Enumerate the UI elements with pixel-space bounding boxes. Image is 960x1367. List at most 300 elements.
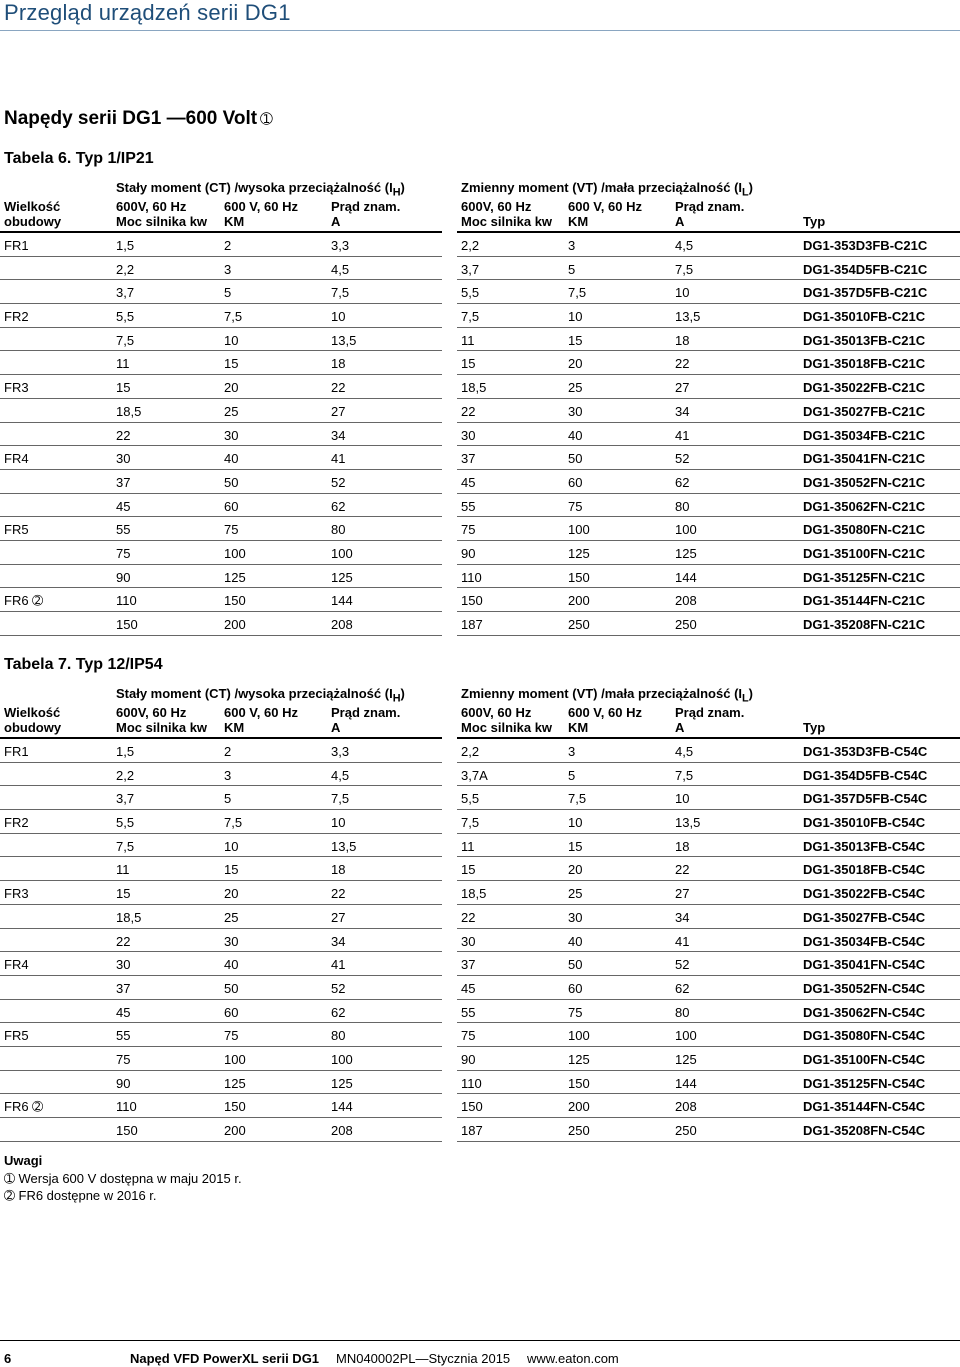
power-hp-header <box>224 705 298 735</box>
table-row <box>0 494 960 518</box>
type-code-cell: DG1-35018FB-C54C <box>803 862 926 878</box>
note-item: ➁ FR6 dostępne w 2016 r. <box>4 1188 157 1203</box>
vt-power-kw-cell: 5,5 <box>461 791 480 807</box>
type-code-cell: DG1-35052FN-C54C <box>803 980 926 996</box>
type-code-cell: DG1-35022FB-C21C <box>803 380 926 396</box>
ct-power-kw-cell: 37 <box>116 474 131 490</box>
vt-power-hp-cell: 5 <box>568 261 576 277</box>
vt-current-cell: 144 <box>675 569 697 585</box>
ct-current-cell: 62 <box>331 498 346 514</box>
power-kw-header <box>116 705 207 735</box>
ct-current-cell: 10 <box>331 815 346 831</box>
ct-group-subscript: H <box>392 692 401 705</box>
vt-current-cell: 52 <box>675 451 690 467</box>
vt-current-cell: 13,5 <box>675 815 701 831</box>
type-code-cell: DG1-35062FN-C21C <box>803 498 926 514</box>
table-row <box>0 257 960 281</box>
table-row <box>0 351 960 375</box>
vt-group-subscript: L <box>742 186 749 199</box>
type-code-cell: DG1-354D5FB-C21C <box>803 261 928 277</box>
power-kw-header-line2: Moc silnika kw <box>116 720 208 735</box>
ct-power-hp-cell: 125 <box>224 569 246 585</box>
current-header-line2: A <box>675 214 685 229</box>
ct-power-kw-cell: 3,7 <box>116 285 135 301</box>
table-row <box>0 786 960 810</box>
ct-power-kw-cell: 75 <box>116 545 131 561</box>
vt-power-kw-cell: 55 <box>461 1004 476 1020</box>
ct-group-header: Stały moment (CT) /wysoka przeciążalność $(I_H)$ <box>116 180 405 199</box>
vt-group-label: Zmienny moment (VT) /mała przeciążalność (I <box>461 686 743 701</box>
vt-group-header: Zmienny moment (VT) /mała przeciążalność $(I_L)$ <box>461 686 753 705</box>
vt-power-kw-cell: 11 <box>461 332 475 348</box>
section-heading-note-marker: ➀ <box>260 111 273 128</box>
vt-power-kw-cell: 5,5 <box>461 285 480 301</box>
type-code-cell: DG1-35018FB-C21C <box>803 356 926 372</box>
ct-current-cell: 208 <box>331 617 353 632</box>
vt-current-cell: 250 <box>675 1123 697 1138</box>
vt-current-cell: 80 <box>675 1004 690 1020</box>
ct-power-kw-cell: 5,5 <box>116 309 135 325</box>
ct-current-cell: 10 <box>331 309 346 325</box>
table-body <box>0 233 960 636</box>
type-code-cell: DG1-35052FN-C21C <box>803 474 926 490</box>
ct-current-cell: 13,5 <box>331 332 357 348</box>
vt-current-cell: 27 <box>675 380 690 396</box>
ct-current-cell: 22 <box>331 886 346 902</box>
type-code-cell: DG1-35100FN-C21C <box>803 545 926 561</box>
ct-current-cell: 100 <box>331 545 353 561</box>
ct-power-kw-cell: 2,2 <box>116 767 135 783</box>
power-kw-header-line1: 600V, 60 Hz <box>116 199 187 214</box>
vt-power-kw-cell: 110 <box>461 1075 482 1091</box>
vt-current-cell: 7,5 <box>675 261 694 277</box>
table-row <box>0 1094 960 1118</box>
vt-current-cell: 27 <box>675 886 690 902</box>
ct-current-cell: 80 <box>331 1028 346 1044</box>
vt-current-cell: 80 <box>675 498 690 514</box>
type-header <box>803 720 825 735</box>
type-code-cell: DG1-35125FN-C54C <box>803 1075 926 1091</box>
ct-power-hp-cell: 60 <box>224 1004 239 1020</box>
ct-power-hp-cell: 125 <box>224 1075 246 1091</box>
vt-group-subscript: L <box>742 692 749 705</box>
table-row <box>0 834 960 858</box>
table-row <box>0 399 960 423</box>
ct-current-cell: 41 <box>331 957 346 973</box>
vt-power-hp-cell: 125 <box>568 545 590 561</box>
ct-power-hp-cell: 15 <box>224 356 239 372</box>
table-row <box>0 517 960 541</box>
vt-power-kw-cell: 15 <box>461 862 476 878</box>
current-header-line1: Prąd znam. <box>675 199 745 214</box>
table-body <box>0 739 960 1142</box>
vt-power-kw-cell: 30 <box>461 933 476 949</box>
frame-header-line2: obudowy <box>4 214 62 229</box>
table-row <box>0 763 960 787</box>
vt-power-hp-cell: 50 <box>568 451 583 467</box>
vt-current-cell: 250 <box>675 617 697 632</box>
vt-power-kw-cell: 187 <box>461 617 483 632</box>
vt-current-cell: 125 <box>675 545 697 561</box>
type-code-cell: DG1-35010FB-C54C <box>803 815 926 831</box>
vt-power-hp-cell: 5 <box>568 767 576 783</box>
table-caption: Tabela 6. Typ 1/IP21 <box>4 150 154 167</box>
vt-power-hp-cell: 50 <box>568 957 583 973</box>
type-header <box>803 214 825 229</box>
ct-current-cell: 4,5 <box>331 261 350 277</box>
vt-power-hp-cell: 100 <box>568 1028 590 1044</box>
vt-current-cell: 208 <box>675 1099 697 1115</box>
frame-size-cell: FR4 <box>4 451 29 467</box>
power-hp-header <box>568 199 642 229</box>
ct-power-hp-cell: 5 <box>224 791 232 807</box>
note-item: ➀ Wersja 600 V dostępna w maju 2015 r. <box>4 1171 242 1186</box>
ct-power-kw-cell: 3,7 <box>116 791 135 807</box>
vt-power-hp-cell: 250 <box>568 617 590 632</box>
vt-power-hp-cell: 125 <box>568 1051 590 1067</box>
vt-current-cell: 62 <box>675 980 690 996</box>
table-row <box>0 1047 960 1071</box>
type-code-cell: DG1-35208FN-C54C <box>803 1123 926 1138</box>
vt-power-hp-cell: 30 <box>568 403 583 419</box>
vt-power-hp-cell: 15 <box>568 838 583 854</box>
type-code-cell: DG1-35080FN-C54C <box>803 1028 926 1044</box>
table-row <box>0 470 960 494</box>
vt-current-cell: 100 <box>675 522 697 538</box>
type-code-cell: DG1-35022FB-C54C <box>803 886 926 902</box>
ct-current-cell: 7,5 <box>331 285 350 301</box>
ct-power-kw-cell: 1,5 <box>116 238 135 253</box>
type-code-cell: DG1-35041FN-C21C <box>803 451 926 467</box>
power-kw-header-line1: 600V, 60 Hz <box>461 705 532 720</box>
current-header-line2: A <box>675 720 685 735</box>
table-row <box>0 446 960 470</box>
vt-power-kw-cell: 75 <box>461 1028 476 1044</box>
ct-power-hp-cell: 150 <box>224 593 246 609</box>
table-row <box>0 612 960 636</box>
footer-doc-title: Napęd VFD PowerXL serii DG1 <box>130 1351 320 1366</box>
row-divider <box>457 635 960 636</box>
vt-power-hp-cell: 250 <box>568 1123 590 1138</box>
vt-power-hp-cell: 60 <box>568 980 583 996</box>
type-code-cell: DG1-35013FB-C54C <box>803 838 926 854</box>
ct-power-hp-cell: 10 <box>224 332 239 348</box>
power-hp-header-line1: 600 V, 60 Hz <box>224 705 298 720</box>
ct-current-cell: 3,3 <box>331 744 350 759</box>
type-code-cell: DG1-35080FN-C21C <box>803 522 926 538</box>
vt-current-cell: 52 <box>675 957 690 973</box>
ct-power-hp-cell: 75 <box>224 1028 239 1044</box>
ct-power-kw-cell: 1,5 <box>116 744 135 759</box>
table-row <box>0 328 960 352</box>
vt-power-kw-cell: 187 <box>461 1123 483 1138</box>
ct-current-cell: 100 <box>331 1051 353 1067</box>
frame-size-cell: FR2 <box>4 815 29 831</box>
ct-power-hp-cell: 100 <box>224 1051 246 1067</box>
vt-power-kw-cell: 45 <box>461 980 476 996</box>
type-code-cell: DG1-353D3FB-C54C <box>803 744 928 759</box>
type-code-cell: DG1-35144FN-C54C <box>803 1099 926 1115</box>
section-heading-text: Napędy serii DG1 —600 Volt <box>4 108 258 129</box>
vt-power-hp-cell: 60 <box>568 474 583 490</box>
frame-size-cell: FR4 <box>4 957 29 973</box>
type-header-label: Typ <box>803 720 826 735</box>
ct-power-kw-cell: 11 <box>116 356 130 372</box>
vt-current-cell: 208 <box>675 593 697 609</box>
vt-power-hp-cell: 150 <box>568 1075 590 1091</box>
row-divider <box>0 635 442 636</box>
table-row <box>0 1071 960 1095</box>
ct-power-hp-cell: 3 <box>224 261 232 277</box>
type-code-cell: DG1-35034FB-C54C <box>803 933 926 949</box>
ct-power-hp-cell: 25 <box>224 403 239 419</box>
vt-current-cell: 18 <box>675 332 690 348</box>
vt-power-hp-cell: 7,5 <box>568 791 587 807</box>
current-header <box>331 199 400 229</box>
table-row <box>0 810 960 834</box>
ct-current-cell: 52 <box>331 980 346 996</box>
ct-power-hp-cell: 60 <box>224 498 239 514</box>
row-divider <box>457 1141 960 1142</box>
ct-power-kw-cell: 150 <box>116 1123 138 1138</box>
ct-power-kw-cell: 18,5 <box>116 403 142 419</box>
ct-power-kw-cell: 45 <box>116 1004 131 1020</box>
ct-power-kw-cell: 22 <box>116 427 131 443</box>
power-hp-header-line2: KM <box>224 720 245 735</box>
vt-power-kw-cell: 90 <box>461 545 476 561</box>
ct-current-cell: 7,5 <box>331 791 350 807</box>
ct-power-hp-cell: 200 <box>224 617 246 632</box>
ct-power-hp-cell: 7,5 <box>224 815 243 831</box>
vt-power-kw-cell: 37 <box>461 451 476 467</box>
type-code-cell: DG1-35125FN-C21C <box>803 569 926 585</box>
ct-power-hp-cell: 200 <box>224 1123 246 1138</box>
vt-power-kw-cell: 18,5 <box>461 886 487 902</box>
frame-size-cell: FR5 <box>4 1028 29 1044</box>
ct-current-cell: 13,5 <box>331 838 357 854</box>
vt-power-hp-cell: 3 <box>568 238 576 253</box>
vt-power-kw-cell: 22 <box>461 909 476 925</box>
ct-power-kw-cell: 55 <box>116 522 131 538</box>
ct-power-hp-cell: 50 <box>224 980 239 996</box>
vt-current-cell: 41 <box>675 933 690 949</box>
vt-power-kw-cell: 18,5 <box>461 380 487 396</box>
ct-power-kw-cell: 45 <box>116 498 131 514</box>
table-row <box>0 857 960 881</box>
vt-power-hp-cell: 75 <box>568 1004 583 1020</box>
frame-header-line2: obudowy <box>4 720 62 735</box>
ct-power-hp-cell: 50 <box>224 474 239 490</box>
vt-power-kw-cell: 75 <box>461 522 476 538</box>
current-header <box>675 705 744 735</box>
ct-power-hp-cell: 2 <box>224 744 232 759</box>
vt-power-kw-cell: 150 <box>461 1099 483 1115</box>
ct-power-kw-cell: 55 <box>116 1028 131 1044</box>
vt-current-cell: 144 <box>675 1075 697 1091</box>
vt-power-kw-cell: 7,5 <box>461 309 480 325</box>
type-code-cell: DG1-35100FN-C54C <box>803 1051 926 1067</box>
vt-current-cell: 125 <box>675 1051 697 1067</box>
notes <box>4 1152 242 1204</box>
ct-current-cell: 27 <box>331 909 346 925</box>
ct-group-subscript: H <box>392 186 401 199</box>
vt-power-hp-cell: 25 <box>568 380 583 396</box>
ct-power-kw-cell: 15 <box>116 886 131 902</box>
vt-current-cell: 7,5 <box>675 767 694 783</box>
type-code-cell: DG1-35010FB-C21C <box>803 309 926 325</box>
vt-current-cell: 13,5 <box>675 309 701 325</box>
vt-power-hp-cell: 200 <box>568 593 590 609</box>
frame-size-cell: FR1 <box>4 238 29 253</box>
vt-power-kw-cell: 15 <box>461 356 476 372</box>
type-code-cell: DG1-35208FN-C21C <box>803 617 926 632</box>
frame-size-cell: FR3 <box>4 886 29 902</box>
ct-current-cell: 22 <box>331 380 346 396</box>
table-row <box>0 375 960 399</box>
vt-power-hp-cell: 10 <box>568 815 583 831</box>
ct-power-hp-cell: 7,5 <box>224 309 243 325</box>
row-divider <box>0 1141 442 1142</box>
vt-power-kw-cell: 3,7A <box>461 767 488 783</box>
power-kw-header-line2: Moc silnika kw <box>461 720 553 735</box>
vt-power-kw-cell: 2,2 <box>461 744 480 759</box>
current-header-line1: Prąd znam. <box>331 199 401 214</box>
ct-current-cell: 144 <box>331 593 353 609</box>
ct-power-kw-cell: 90 <box>116 569 131 585</box>
ct-current-cell: 62 <box>331 1004 346 1020</box>
vt-power-kw-cell: 150 <box>461 593 483 609</box>
vt-power-hp-cell: 30 <box>568 909 583 925</box>
vt-power-kw-cell: 7,5 <box>461 815 480 831</box>
ct-power-hp-cell: 40 <box>224 957 239 973</box>
ct-power-kw-cell: 7,5 <box>116 838 135 854</box>
vt-power-hp-cell: 75 <box>568 498 583 514</box>
power-hp-header-line1: 600 V, 60 Hz <box>568 705 642 720</box>
ct-current-cell: 125 <box>331 1075 353 1091</box>
vt-power-kw-cell: 90 <box>461 1051 476 1067</box>
vt-current-cell: 18 <box>675 838 690 854</box>
ct-power-hp-cell: 100 <box>224 545 246 561</box>
ct-current-cell: 3,3 <box>331 238 350 253</box>
vt-power-kw-cell: 37 <box>461 957 476 973</box>
vt-power-kw-cell: 110 <box>461 569 482 585</box>
table-row <box>0 1000 960 1024</box>
vt-current-cell: 34 <box>675 909 690 925</box>
table-row <box>0 952 960 976</box>
ct-current-cell: 34 <box>331 427 346 443</box>
table-row <box>0 1023 960 1047</box>
ct-power-kw-cell: 2,2 <box>116 261 135 277</box>
vt-power-kw-cell: 2,2 <box>461 238 480 253</box>
power-hp-header <box>224 199 298 229</box>
type-code-cell: DG1-357D5FB-C54C <box>803 791 928 807</box>
page-title: Przegląd urządzeń serii DG1 <box>4 0 291 25</box>
vt-current-cell: 62 <box>675 474 690 490</box>
type-code-cell: DG1-353D3FB-C21C <box>803 238 928 253</box>
ct-group-label: Stały moment (CT) /wysoka przeciążalność (I <box>116 686 393 701</box>
ct-current-cell: 34 <box>331 933 346 949</box>
frame-header-line1: Wielkość <box>4 199 61 214</box>
frame-header-line1: Wielkość <box>4 705 61 720</box>
frame-size-cell: FR6 ➁ <box>4 593 44 609</box>
type-code-cell: DG1-35034FB-C21C <box>803 427 926 443</box>
table-row <box>0 588 960 612</box>
table-row <box>0 929 960 953</box>
ct-power-kw-cell: 22 <box>116 933 131 949</box>
vt-power-hp-cell: 40 <box>568 427 583 443</box>
vt-power-hp-cell: 15 <box>568 332 583 348</box>
ct-power-kw-cell: 75 <box>116 1051 131 1067</box>
vt-current-cell: 100 <box>675 1028 697 1044</box>
vt-power-hp-cell: 150 <box>568 569 590 585</box>
vt-power-hp-cell: 7,5 <box>568 285 587 301</box>
type-code-cell: DG1-357D5FB-C21C <box>803 285 928 301</box>
ct-power-hp-cell: 25 <box>224 909 239 925</box>
table-row <box>0 881 960 905</box>
ct-power-kw-cell: 30 <box>116 451 131 467</box>
vt-current-cell: 4,5 <box>675 238 694 253</box>
vt-power-hp-cell: 40 <box>568 933 583 949</box>
ct-current-cell: 144 <box>331 1099 353 1115</box>
type-code-cell: DG1-354D5FB-C54C <box>803 767 928 783</box>
power-hp-header-line1: 600 V, 60 Hz <box>224 199 298 214</box>
type-header-label: Typ <box>803 214 826 229</box>
frame-size-cell: FR6 ➁ <box>4 1099 44 1115</box>
vt-current-cell: 22 <box>675 862 690 878</box>
vt-current-cell: 22 <box>675 356 690 372</box>
vt-power-hp-cell: 10 <box>568 309 583 325</box>
vt-power-kw-cell: 22 <box>461 403 476 419</box>
type-code-cell: DG1-35041FN-C54C <box>803 957 926 973</box>
vt-power-hp-cell: 25 <box>568 886 583 902</box>
ct-power-kw-cell: 18,5 <box>116 909 142 925</box>
power-kw-header <box>116 199 207 229</box>
ct-power-hp-cell: 2 <box>224 238 232 253</box>
frame-size-cell: FR1 <box>4 744 29 759</box>
ct-power-kw-cell: 7,5 <box>116 332 135 348</box>
ct-power-kw-cell: 11 <box>116 862 130 878</box>
ct-power-kw-cell: 110 <box>116 1099 137 1115</box>
footer-website: www.eaton.com <box>527 1351 619 1366</box>
type-code-cell: DG1-35027FB-C21C <box>803 403 926 419</box>
table-row <box>0 304 960 328</box>
table-row <box>0 233 960 257</box>
ct-current-cell: 27 <box>331 403 346 419</box>
ct-current-cell: 52 <box>331 474 346 490</box>
ct-power-hp-cell: 10 <box>224 838 239 854</box>
power-hp-header-line2: KM <box>568 720 589 735</box>
ct-current-cell: 125 <box>331 569 353 585</box>
vt-group-label: Zmienny moment (VT) /mała przeciążalność (I <box>461 180 743 195</box>
ct-power-kw-cell: 150 <box>116 617 138 632</box>
table-row <box>0 565 960 589</box>
vt-power-kw-cell: 45 <box>461 474 476 490</box>
ct-current-cell: 18 <box>331 356 346 372</box>
ct-power-hp-cell: 3 <box>224 767 232 783</box>
vt-power-kw-cell: 30 <box>461 427 476 443</box>
ct-power-hp-cell: 15 <box>224 862 239 878</box>
ct-power-hp-cell: 150 <box>224 1099 246 1115</box>
current-header <box>331 705 400 735</box>
notes-title: Uwagi <box>4 1153 43 1168</box>
table-row <box>0 739 960 763</box>
table-caption: Tabela 7. Typ 12/IP54 <box>4 656 163 673</box>
frame-header <box>4 705 61 735</box>
vt-power-hp-cell: 20 <box>568 356 583 372</box>
vt-current-cell: 4,5 <box>675 744 694 759</box>
table-row <box>0 280 960 304</box>
current-header-line1: Prąd znam. <box>675 705 745 720</box>
